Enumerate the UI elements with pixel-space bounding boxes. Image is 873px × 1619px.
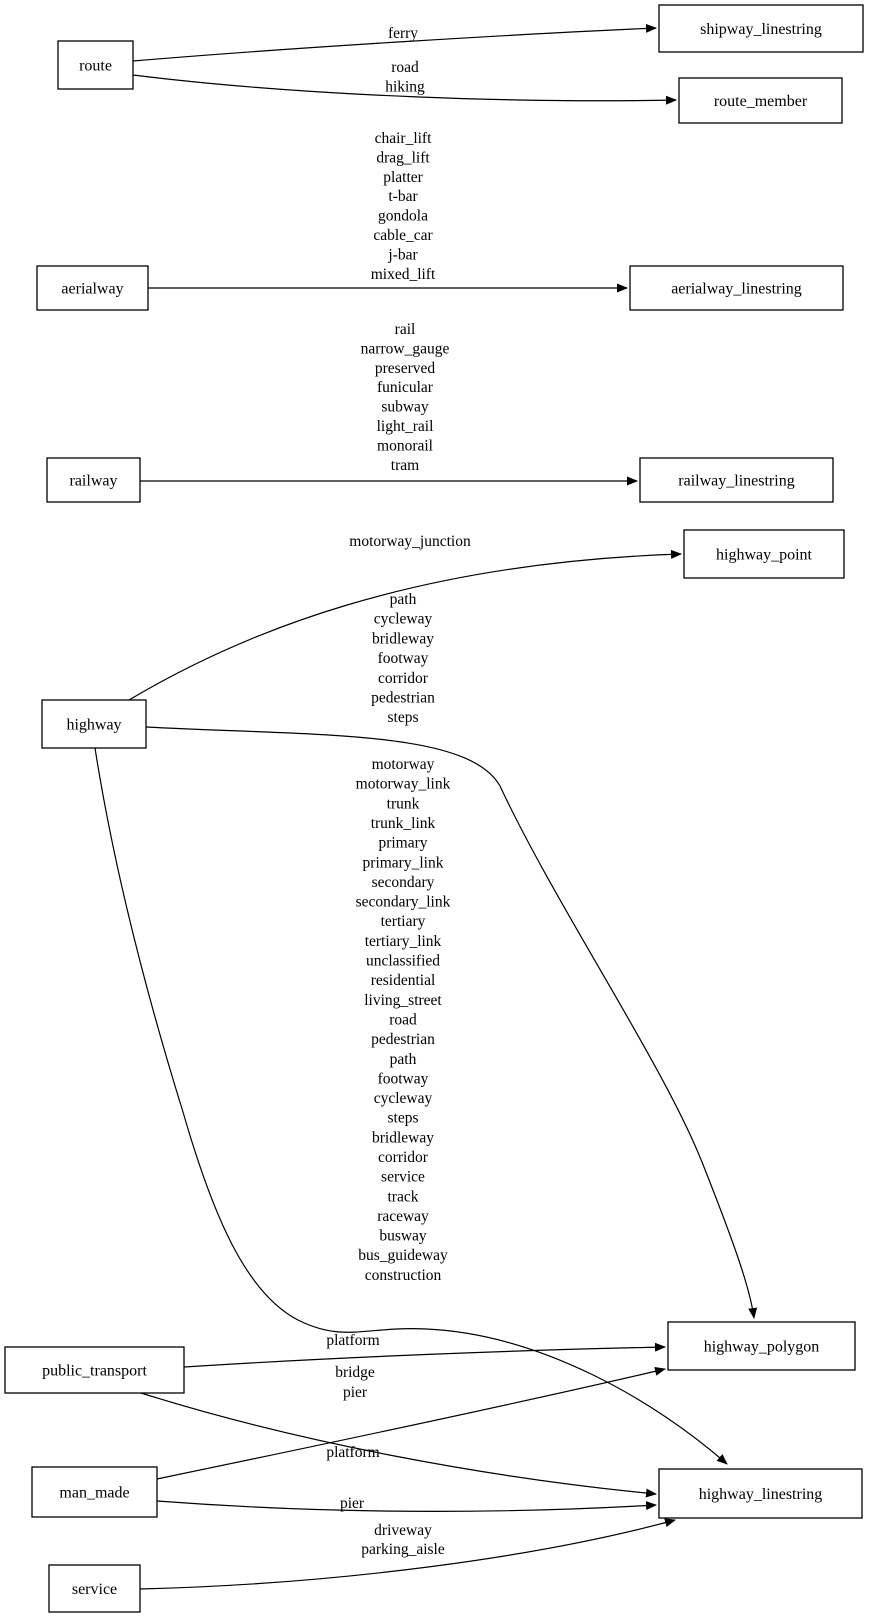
node-route — [58, 41, 133, 89]
edge-label-road-hiking: road hiking — [385, 59, 425, 96]
node-route_member — [679, 78, 842, 123]
edge-man_made-highway_linestring — [157, 1501, 656, 1511]
node-public_transport — [5, 1347, 184, 1393]
node-highway_polygon-label: highway_polygon — [703, 1338, 820, 1356]
node-highway_linestring — [659, 1469, 862, 1518]
node-aerialway_linestring-label: aerialway_linestring — [671, 280, 802, 298]
edge-highway-highway_polygon — [146, 727, 754, 1318]
node-public_transport-label: public_transport — [42, 1362, 147, 1380]
node-service-label: service — [71, 1581, 118, 1598]
edge-label-platform-polygon: platform — [326, 1332, 380, 1349]
node-shipway_linestring — [659, 5, 863, 52]
edge-label-railway-types: rail narrow_gauge preserved funicular subway light_rail monorail tram — [360, 321, 450, 474]
edge-label-highway-polygon-types: path cycleway bridleway footway corridor pedestrian steps — [371, 591, 435, 727]
node-highway_linestring-label: highway_linestring — [698, 1486, 823, 1503]
edge-label-bridge-pier: bridge pier — [335, 1364, 375, 1401]
node-highway — [42, 700, 146, 748]
edge-public_transport-highway_polygon — [184, 1347, 665, 1367]
node-aerialway_linestring — [630, 266, 843, 310]
node-aerialway — [37, 266, 148, 310]
edge-label-highway-linestring-types: motorway motorway_link trunk trunk_link primary primary_link secondary secondary_link tertiary tertiary_link unclassified residential living_street road pedestrian path footway cycleway steps bridleway corridor service track raceway busway bus_guideway construction — [355, 756, 451, 1284]
node-man_made — [32, 1467, 157, 1517]
edge-label-aerialway-types: chair_lift drag_lift platter t-bar gondola cable_car j-bar mixed_lift — [370, 130, 436, 283]
edge-label-pier-linestring: pier — [339, 1495, 365, 1512]
edge-label-ferry: ferry — [387, 25, 419, 42]
node-railway_linestring — [640, 458, 833, 502]
node-highway_point — [684, 530, 844, 578]
edge-public_transport-highway_linestring — [141, 1393, 656, 1494]
node-highway_point-label: highway_point — [716, 546, 812, 564]
node-highway_polygon — [668, 1322, 855, 1370]
edge-label-driveway-parking_aisle: driveway parking_aisle — [361, 1522, 445, 1558]
node-route_member-label: route_member — [713, 93, 808, 110]
node-railway_linestring-label: railway_linestring — [678, 472, 795, 490]
node-route-label: route — [79, 57, 112, 75]
node-aerialway-label: aerialway — [61, 280, 124, 298]
node-highway-label: highway — [66, 716, 122, 734]
edge-label-platform-linestring: platform — [326, 1444, 380, 1461]
node-shipway_linestring-label: shipway_linestring — [700, 21, 822, 38]
node-railway — [47, 458, 140, 502]
node-railway-label: railway — [69, 472, 118, 490]
edge-man_made-highway_polygon — [157, 1369, 665, 1479]
node-service — [49, 1565, 140, 1612]
edge-label-motorway_junction: motorway_junction — [349, 533, 471, 550]
node-man_made-label: man_made — [59, 1484, 130, 1502]
